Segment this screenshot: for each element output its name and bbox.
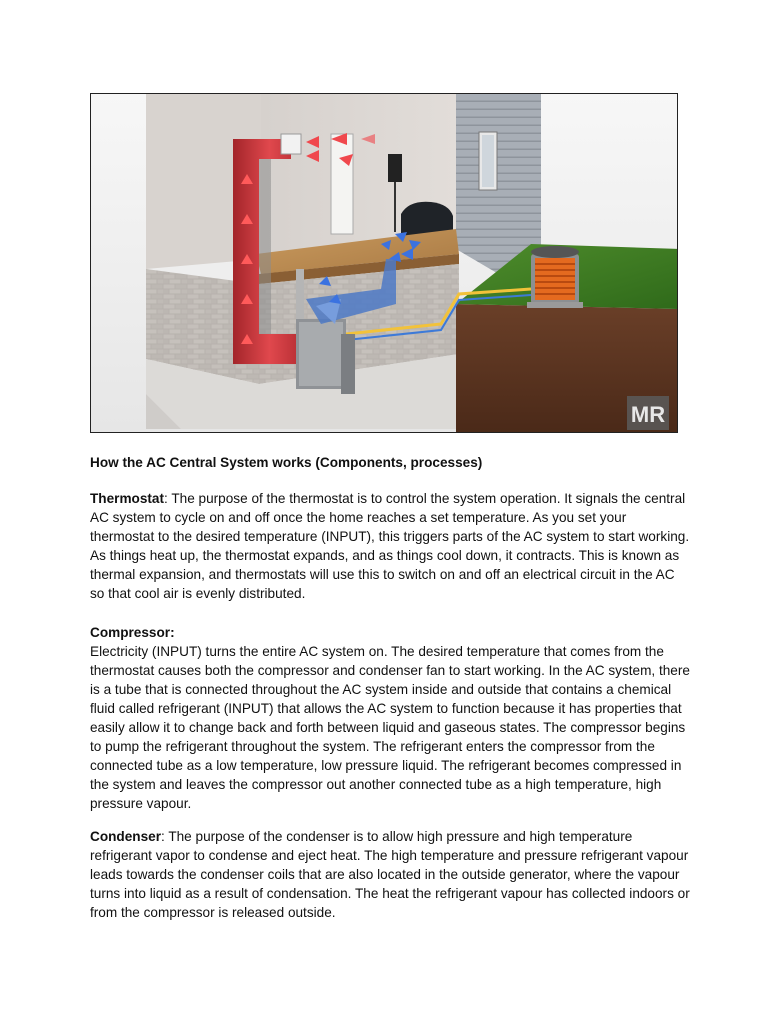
- thermostat-label: Thermostat: [90, 491, 165, 506]
- compressor-label: Compressor:: [90, 625, 175, 640]
- ac-system-diagram: [91, 94, 678, 433]
- condenser-paragraph: [90, 827, 690, 922]
- ac-system-illustration: [90, 93, 678, 433]
- document-heading: How the AC Central System works (Components, processes): [90, 455, 483, 470]
- condenser-body: : The purpose of the condenser is to allow high pressure and high temperature refrigerant vapor to condense and eject heat. The high temperature and pressure refrigerant vapour leads towards the condenser coils that are also located in the outside generator, where the vapour turns into liquid as a result of condensation. The heat the refrigerant vapour has collected indoors or from the compressor is released outside.: [90, 829, 690, 920]
- thermostat-paragraph: [90, 489, 690, 603]
- compressor-paragraph: [90, 623, 690, 813]
- condenser-label: Condenser: [90, 829, 162, 844]
- svg-text:MR: MR: [630, 402, 666, 427]
- compressor-body: Electricity (INPUT) turns the entire AC system on. The desired temperature that comes from the thermostat causes both the compressor and condenser fan to start working. In the AC system, there is a tube that is connected throughout the AC system inside and outside that contains a chemical fluid called refrigerant (INPUT) that allows the AC system to function because it has properties that easily allow it to change back and forth between liquid and gaseous states. The compressor begins to pump the refrigerant throughout the system. The refrigerant enters the compressor from the connected tube as a low temperature, low pressure liquid. The refrigerant becomes compressed in the system and leaves the compressor out another connected tube as a high temperature, high pressure vapour.: [90, 644, 690, 811]
- mr-logo: [627, 396, 669, 430]
- thermostat-body: : The purpose of the thermostat is to control the system operation. It signals the central AC system to cycle on and off once the home reaches a set temperature. As you set your thermostat to the desired temperature (INPUT), this triggers parts of the AC system to start working. As things heat up, the thermostat expands, and as things cool down, it contracts. This is known as thermal expansion, and thermostats will use this to switch on and off an electrical circuit in the AC so that cool air is evenly distributed.: [90, 491, 690, 601]
